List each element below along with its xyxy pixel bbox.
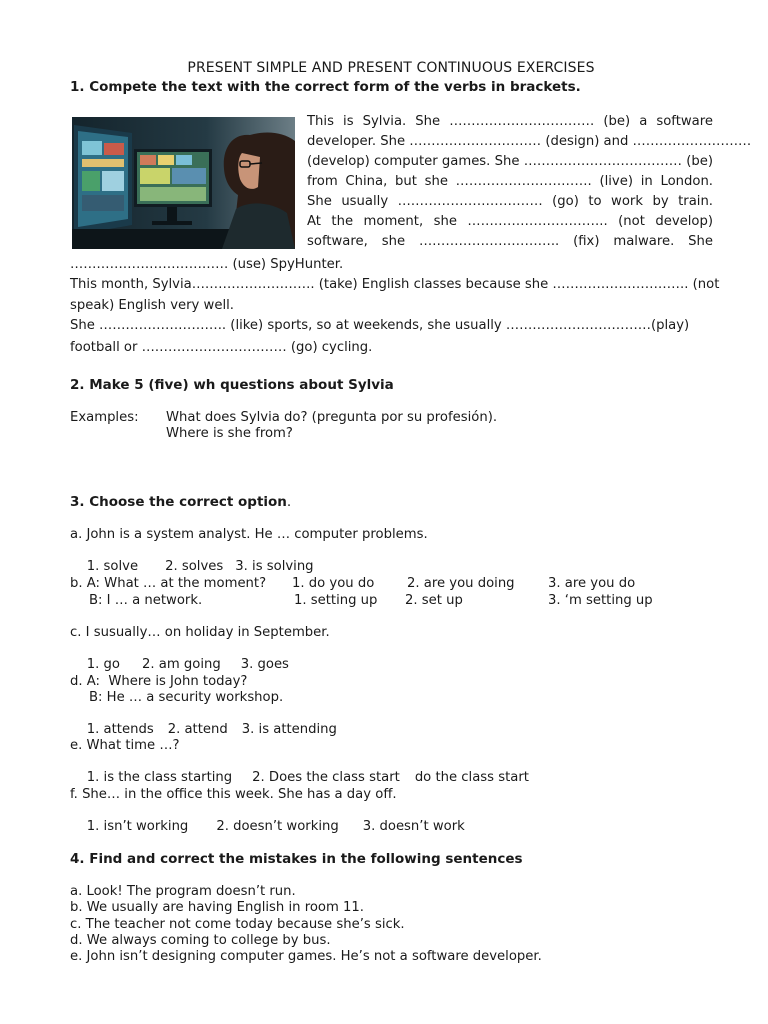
text-line: software, she ………………………….. (fix) malware. She: [307, 234, 713, 249]
option: 2. doesn’t working: [216, 819, 339, 834]
text-line: ……………………………… (use) SpyHunter.: [70, 257, 344, 272]
question-d-b: B: He … a security workshop.: [89, 690, 284, 705]
text-line: She ……………………….. (like) sports, so at weekends, she usually ……………………………(play): [70, 318, 690, 333]
option: 1. is the class starting: [86, 770, 233, 785]
text-line: She usually …………………………… (go) to work by train.: [307, 194, 713, 209]
exercise-4-heading: 4. Find and correct the mistakes in the following sentences: [70, 851, 523, 867]
text-line: from China, but she …………………………. (live) in London.: [307, 174, 713, 189]
heading-text: 3. Choose the correct option: [70, 494, 287, 510]
example-question: What does Sylvia do? (pregunta por su profesión).: [166, 410, 498, 425]
option: 1. go: [86, 657, 120, 672]
option: 1. solve: [86, 559, 139, 574]
option: 2. Does the class start: [252, 770, 400, 785]
option: do the class start: [414, 770, 529, 785]
developer-photo: [72, 117, 295, 249]
option: 2. solves: [165, 559, 224, 574]
text-line: (develop) computer games. She ……………………………… (be): [307, 154, 713, 169]
text-line: This month, Sylvia………………………. (take) English classes because she …………………………. (not: [70, 277, 720, 292]
option: 3. doesn’t work: [362, 819, 465, 834]
sentence-item: a. Look! The program doesn’t run.: [70, 884, 296, 899]
question-a: a. John is a system analyst. He … computer problems.: [70, 527, 428, 542]
page-title: PRESENT SIMPLE AND PRESENT CONTINUOUS EXERCISES: [187, 60, 595, 76]
exercise-3-heading: [70, 494, 291, 510]
option: 3. are you do: [548, 576, 636, 591]
question-c: c. I susually… on holiday in September.: [70, 625, 330, 640]
question-b-b: B: I … a network.: [89, 593, 203, 608]
option: 2. attend: [167, 722, 228, 737]
text-line: developer. She ………………………… (design) and ………………………: [307, 134, 752, 149]
option: 1. setting up: [294, 593, 378, 608]
sentence-item: b. We usually are having English in room 11.: [70, 900, 364, 915]
text-line: At the moment, she ………………………….. (not develop): [307, 214, 713, 229]
option: 1. isn’t working: [86, 819, 189, 834]
option: 3. is solving: [235, 559, 314, 574]
sentence-item: c. The teacher not come today because she’s sick.: [70, 917, 405, 932]
exercise-2-heading: 2. Make 5 (five) wh questions about Sylvia: [70, 377, 394, 393]
question-b-a: b. A: What … at the moment?: [70, 576, 267, 591]
question-e: e. What time …?: [70, 738, 180, 753]
option: 1. do you do: [292, 576, 375, 591]
option: 3. goes: [240, 657, 289, 672]
text-line: football or …………………………… (go) cycling.: [70, 340, 373, 355]
option: 1. attends: [86, 722, 154, 737]
example-question: Where is she from?: [166, 426, 293, 441]
option: 3. is attending: [241, 722, 337, 737]
options-f: [70, 803, 465, 851]
option: 2. set up: [405, 593, 463, 608]
exercise-1-wrapped-text: [307, 112, 752, 252]
heading-dot: .: [286, 494, 292, 510]
option: 3. ‘m setting up: [548, 593, 653, 608]
sentence-item: e. John isn’t designing computer games. He’s not a software developer.: [70, 949, 542, 964]
sentence-item: d. We always coming to college by bus.: [70, 933, 331, 948]
text-line: speak) English very well.: [70, 298, 234, 313]
text-line: This is Sylvia. She …………………………… (be) a software: [307, 114, 713, 129]
option: 2. are you doing: [407, 576, 515, 591]
question-d-a: d. A: Where is John today?: [70, 674, 248, 689]
examples-label: Examples:: [70, 410, 139, 425]
option: 2. am going: [142, 657, 221, 672]
question-f: f. She… in the office this week. She has a day off.: [70, 787, 397, 802]
exercise-1-heading: 1. Compete the text with the correct form of the verbs in brackets.: [70, 79, 581, 95]
